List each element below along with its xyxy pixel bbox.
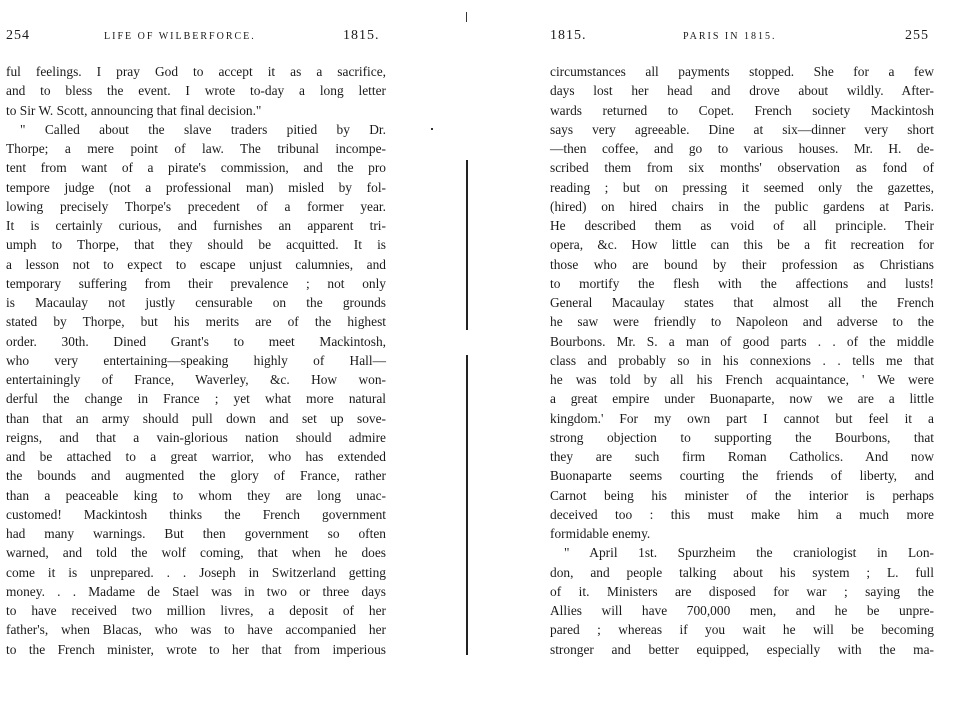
text-line: warned, and told the wolf coming, that when he does (6, 545, 386, 561)
left-page-text (6, 62, 386, 659)
text-line: wards returned to Copet. French society Mackintosh (550, 102, 934, 118)
text-line: " Called about the slave traders pitied by Dr. (20, 121, 386, 137)
text-line: to Sir W. Scott, announcing that final decision." (6, 102, 262, 118)
text-line: had many warnings. But then government so often (6, 526, 386, 541)
text-line: reading ; but on pressing it seemed only the gazettes, (550, 179, 934, 195)
text-line: ful feelings. I pray God to accept it as a sacrifice, (6, 64, 386, 79)
text-line: temporary suffering from their prevalence ; not only (6, 275, 386, 291)
text-line: those who are bound by their profession as Christians (550, 256, 934, 272)
text-line: customed! Mackintosh thinks the French government (6, 506, 386, 522)
text-line: to have received two million livres, a deposit of her (6, 603, 386, 618)
text-line: don, and people talking about his system ; L. full (550, 564, 934, 580)
right-page-number: 255 (905, 28, 929, 43)
text-line: come it is unprepared. . . Joseph in Switzerland getting (6, 564, 386, 580)
text-line: scribed them from six months' observation as fond of (550, 160, 934, 176)
text-line: kingdom.' For my own part I cannot but feel it a (550, 410, 934, 426)
right-page-header (550, 28, 960, 48)
text-line: class and probably so in his connexions . . tells me that (550, 352, 934, 368)
text-line: deceived too : this must make him a much more (550, 506, 934, 522)
text-line: they are such firm Roman Catholics. And now (550, 449, 934, 464)
left-page (0, 0, 470, 705)
margin-speck (431, 128, 433, 130)
left-running-title: LIFE OF WILBERFORCE. (104, 31, 256, 42)
text-line: to the French minister, wrote to her that from imperious (6, 641, 386, 657)
text-line: than a peaceable king to whom they are long unac- (6, 487, 386, 503)
text-line: is Macaulay not justly censurable on the grounds (6, 295, 386, 310)
text-line: Bourbons. Mr. S. a man of good parts . . of the middle (550, 333, 934, 349)
text-line: reigns, and that a vain-glorious nation should admire (6, 429, 386, 445)
text-line: who very entertaining—speaking highly of Hall— (6, 352, 386, 368)
text-line: a lesson not to expect to escape unjust calumnies, and (6, 256, 386, 272)
left-header-year: 1815. (343, 28, 380, 43)
text-line: and be attached to a great warrior, who has extended (6, 449, 386, 464)
right-header-year: 1815. (550, 28, 587, 43)
text-line: to mortify the flesh with the affections and lusts! (550, 275, 934, 291)
text-line: he was told by all his French acquaintance, ' We were (550, 372, 934, 387)
text-line: money. . . Madame de Stael was in two or three days (6, 583, 386, 599)
text-line: of it. Ministers are disposed for war ; saying the (550, 583, 934, 599)
text-line: stated by Thorpe, but his merits are of the highest (6, 314, 386, 330)
text-line: —then coffee, and go to various houses. Mr. H. de- (550, 141, 934, 156)
text-line: he saw were friendly to Napoleon and adverse to the (550, 314, 934, 330)
text-line: umph to Thorpe, that they should be acquitted. It is (6, 237, 386, 253)
text-line: strong objection to supporting the Bourbons, that (550, 429, 934, 445)
text-line: order. 30th. Dined Grant's to meet Mackintosh, (6, 333, 386, 349)
text-line: than that an army should pull down and set up sove- (6, 410, 386, 426)
text-line: the bounds and augmented the glory of France, rather (6, 468, 386, 484)
right-running-title: PARIS IN 1815. (683, 31, 777, 42)
text-line: (hired) on hired chairs in the public gardens at Paris. (550, 198, 934, 214)
text-line: entertainingly of France, Waverley, &c. How won- (6, 372, 386, 387)
gutter-binding-line-lower (466, 355, 468, 655)
text-line: lowing precisely Thorpe's precedent of a former year. (6, 198, 386, 214)
text-line: Buonaparte seems courting the friends of liberty, and (550, 468, 934, 484)
text-line: days lost her head and drove about wildly. After- (550, 83, 934, 99)
left-page-number: 254 (6, 28, 30, 43)
text-line: Carnot being his minister of the interior is perhaps (550, 487, 934, 503)
text-line: says very agreeable. Dine at six—dinner very short (550, 121, 934, 137)
text-line: derful the change in France ; yet what more natural (6, 391, 386, 407)
text-line: He described them as void of all principle. Their (550, 218, 934, 233)
text-line: Thorpe; a mere point of law. The tribunal incompe- (6, 141, 386, 156)
text-line: opera, &c. How little can this be a fit recreation for (550, 237, 934, 253)
gutter-speck (466, 12, 467, 22)
right-page-text (550, 62, 934, 659)
text-line: General Macaulay states that almost all the French (550, 295, 934, 310)
left-page-header (6, 28, 386, 48)
text-line: Allies will have 700,000 men, and he be unpre- (550, 603, 934, 618)
text-line: formidable enemy. (550, 526, 651, 541)
text-line: stronger and better equipped, especially with the ma- (550, 641, 934, 657)
right-page (490, 0, 980, 705)
text-line: a great empire under Buonaparte, now we are a little (550, 391, 934, 407)
text-line: circumstances all payments stopped. She for a few (550, 64, 934, 79)
text-line: tempore judge (not a professional man) misled by fol- (6, 179, 386, 195)
text-line: " April 1st. Spurzheim the craniologist in Lon- (564, 545, 934, 561)
text-line: pared ; whereas if you wait he will be becoming (550, 622, 934, 638)
text-line: It is certainly curious, and furnishes an apparent tri- (6, 218, 386, 233)
text-line: and to bless the event. I wrote to-day a long letter (6, 83, 386, 99)
text-line: tent from want of a pirate's commission, and the pro (6, 160, 386, 176)
text-line: father's, when Blacas, who was to have accompanied her (6, 622, 386, 638)
gutter-binding-line-upper (466, 160, 468, 330)
